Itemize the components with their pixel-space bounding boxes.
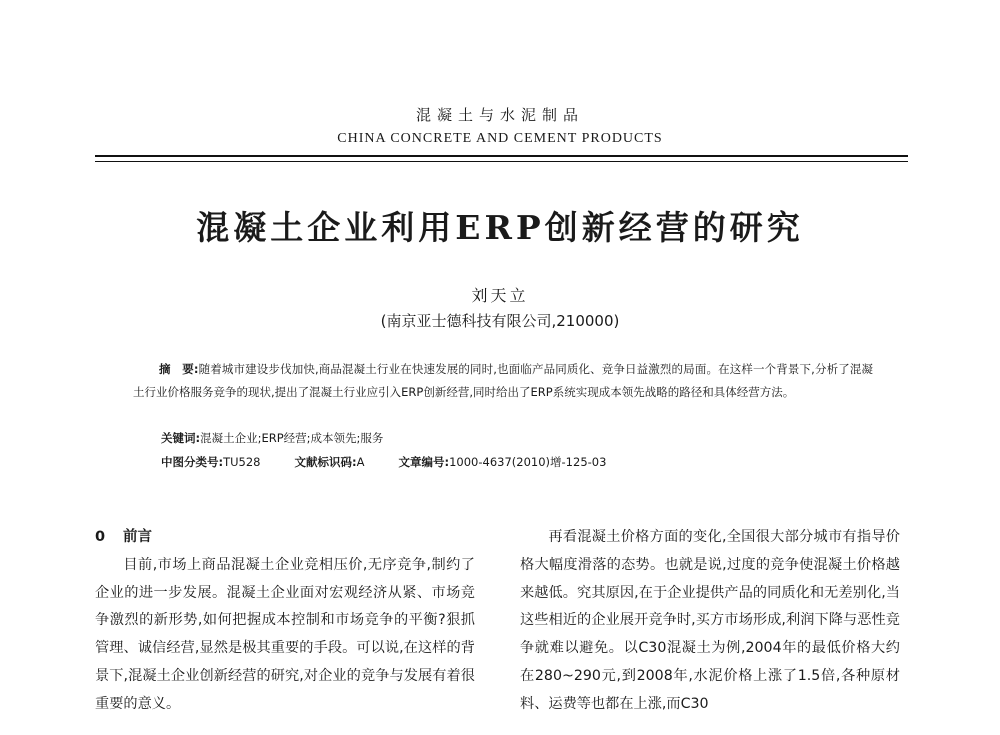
abstract [133, 358, 873, 404]
document-code-value: A [356, 455, 365, 469]
body-paragraph-left: 目前,市场上商品混凝土企业竞相压价,无序竞争,制约了企业的进一步发展。混凝土企业面对宏观经济从紧、市场竞争激烈的新形势,如何把握成本控制和市场竞争的平衡?狠抓管理、诚信经营,显然是极其重要的手段。可以说,在这样的背景下,混凝土企业创新经营的研究,对企业的竞争与发展有着很重要的意义。 [95, 556, 475, 712]
author-name: 刘天立 [471, 286, 529, 305]
section-number: 0 [95, 529, 106, 545]
body-column-left [95, 524, 475, 719]
header-rule-thin [95, 161, 908, 162]
abstract-text: 随着城市建设步伐加快,商品混凝土行业在快速发展的同时,也面临产品同质化、竞争日益激烈的局面。在这样一个背景下,分析了混凝土行业价格服务竞争的现状,提出了混凝土行业应引入ERP创新经营,同时给出了ERP系统实现成本领先战略的路径和具体经营方法。 [133, 362, 873, 399]
keywords-label: 关键词: [161, 431, 201, 445]
article-number-label: 文章编号: [398, 455, 450, 469]
author-affiliation: (南京亚士德科技有限公司,210000) [380, 312, 620, 330]
clc-value: TU528 [223, 455, 261, 469]
article-number-value: 1000-4637(2010)增-125-03 [449, 455, 607, 469]
abstract-label: 摘 要: [159, 362, 199, 376]
section-heading [95, 524, 475, 552]
body-column-right [520, 524, 900, 719]
document-code-label: 文献标识码: [294, 455, 357, 469]
classification-line [161, 454, 606, 470]
keywords-text: 混凝土企业;ERP经营;成本领先;服务 [200, 431, 384, 445]
body-paragraph-right: 再看混凝土价格方面的变化,全国很大部分城市有指导价格大幅度滑落的态势。也就是说,过度的竞争使混凝土价格越来越低。究其原因,在于企业提供产品的同质化和无差别化,当这些相近的企业展开竞争时,买方市场形成,利润下降与恶性竞争就难以避免。以C30混凝土为例,2004年的最低价格大约在280~290元,到2008年,水泥价格上涨了1.5倍,各种原材料、运费等也都在上涨,而C30 [520, 529, 900, 712]
section-title: 前言 [123, 529, 152, 545]
keywords [161, 430, 383, 446]
journal-name-chinese: 混凝土与水泥制品 [415, 106, 584, 124]
header-rule-thick [95, 155, 908, 157]
paper-title: 混凝土企业利用ERP创新经营的研究 [196, 208, 804, 247]
clc-label: 中图分类号: [161, 455, 224, 469]
journal-name-english: CHINA CONCRETE AND CEMENT PRODUCTS [337, 131, 663, 146]
